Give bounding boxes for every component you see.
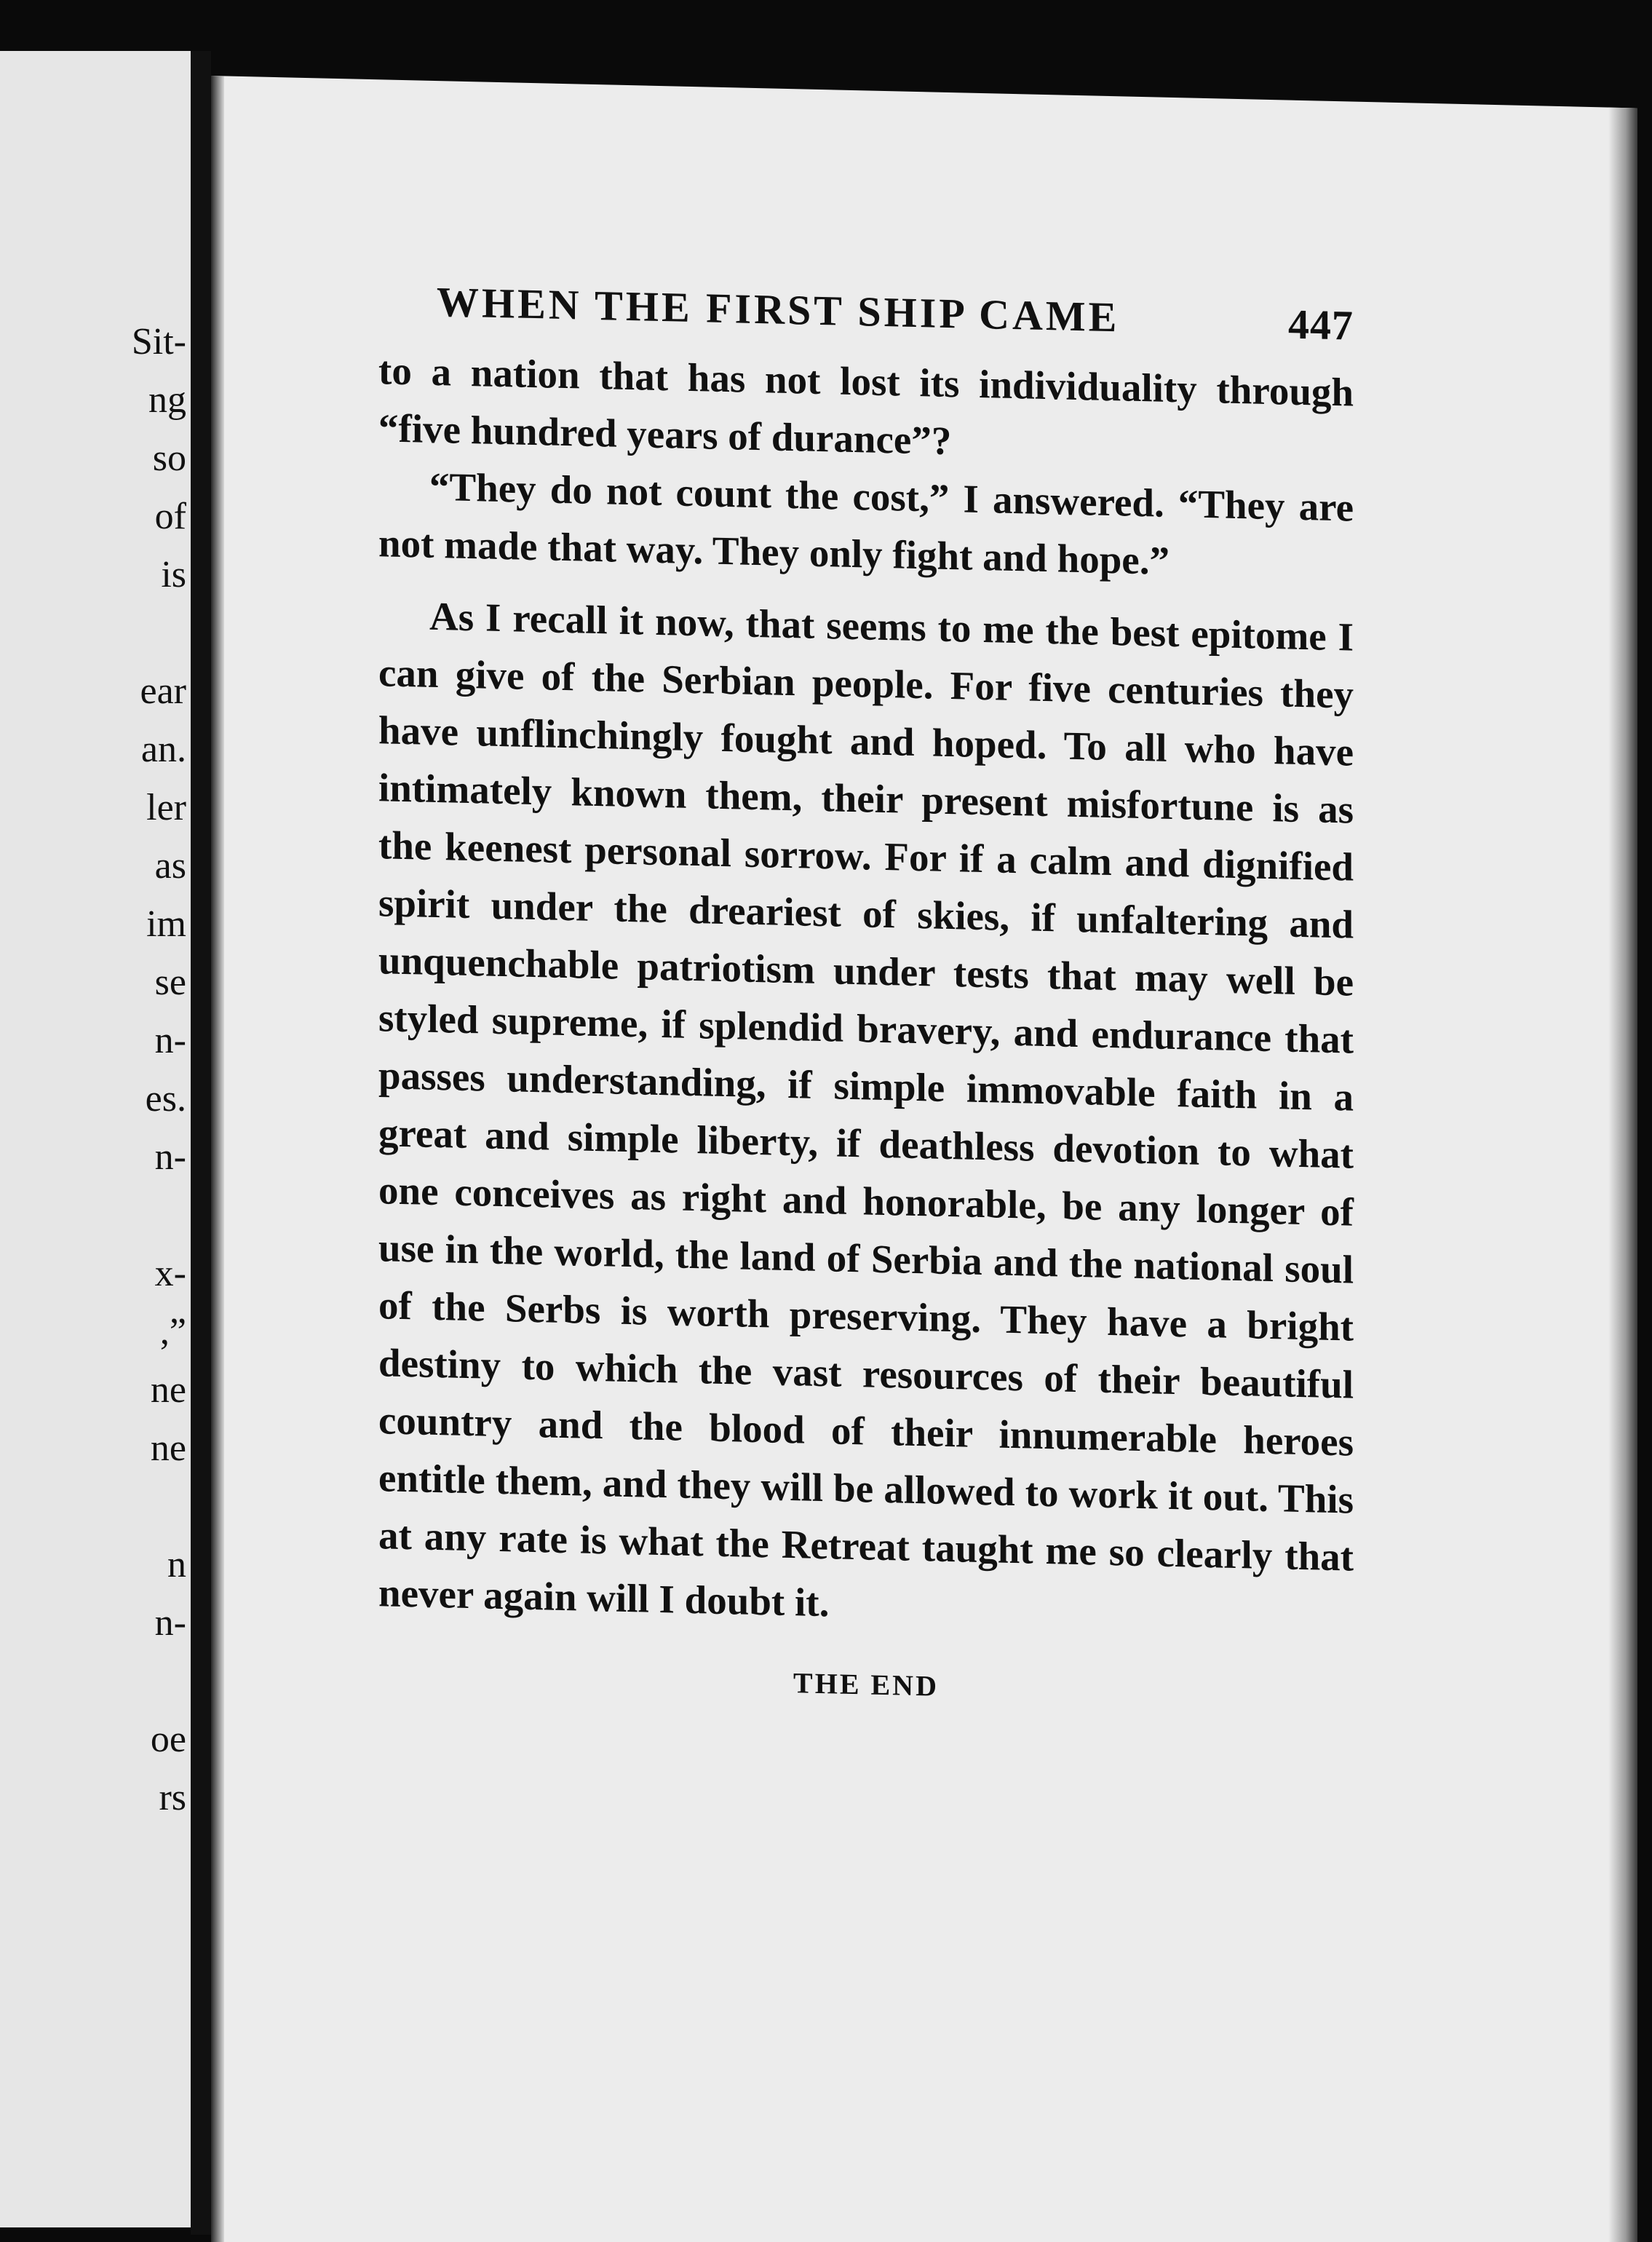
facing-page (0, 51, 191, 2227)
end-mark: THE END (793, 1666, 939, 1703)
facing-page-fragment: an. (140, 729, 186, 770)
running-head-title: WHEN THE FIRST SHIP CAME (437, 278, 1120, 341)
facing-page-fragment: n- (154, 1020, 186, 1061)
facing-page-fragment: of (154, 496, 186, 537)
book-gutter (191, 51, 211, 2235)
facing-page-fragment: so (152, 437, 186, 479)
facing-page-fragment: im (146, 903, 186, 945)
facing-page-fragment: ne (150, 1427, 186, 1469)
paragraph-continued: to a nation that has not lost its individuality through “five hundred years of durance”? (378, 348, 1354, 464)
facing-page-fragment: Sit- (131, 321, 186, 363)
facing-page-fragment: x- (154, 1253, 186, 1294)
facing-page-fragment: ng (148, 379, 186, 421)
facing-page-fragment: ear (140, 670, 186, 712)
book-page (211, 76, 1637, 2242)
facing-page-fragment: es. (145, 1078, 186, 1120)
facing-page-fragment: ,” (159, 1311, 186, 1352)
facing-page-fragment: n- (154, 1602, 186, 1644)
paragraph-closing: As I recall it now, that seems to me the best epitome I can give of the Serbian people. For five centuries they have unflinchingly fought and hoped. To all who have intimately known them, their present misfortune is as the keenest personal sorrow. For if a calm and dignified spirit under the dreariest of skies, if unfaltering and unquenchable patriotism under tests that may well be styled supreme, if splendid bravery, and endurance that passes understanding, if simple immovable faith in a great and simple liberty, if deathless devotion to what one conceives as right and honorable, be any longer of use in the world, the land of Serbia and the national soul of the Serbs is worth preserving. They have a bright destiny to which the vast resources of their beautiful country and the blood of their innumerable heroes entitle them, and they will be allowed to work it out. This at any rate is what the Retreat taught me so clearly that never again will I doubt it. (378, 593, 1354, 1625)
facing-page-fragment: as (154, 845, 186, 887)
facing-page-fragment: n (167, 1544, 186, 1585)
facing-page-fragment: n- (154, 1136, 186, 1178)
paragraph-dialogue: “They do not count the cost,” I answered. “They are not made that way. They only fight and hope.” (378, 464, 1354, 583)
facing-page-fragment: ne (150, 1369, 186, 1411)
facing-page-fragment: se (154, 962, 186, 1003)
facing-page-fragment: oe (150, 1719, 186, 1760)
facing-page-fragment: is (161, 554, 186, 595)
page-text-block (378, 276, 1354, 1712)
facing-page-fragment: ler (146, 787, 186, 828)
page-number: 447 (1288, 300, 1354, 349)
facing-page-fragment: rs (159, 1777, 186, 1818)
